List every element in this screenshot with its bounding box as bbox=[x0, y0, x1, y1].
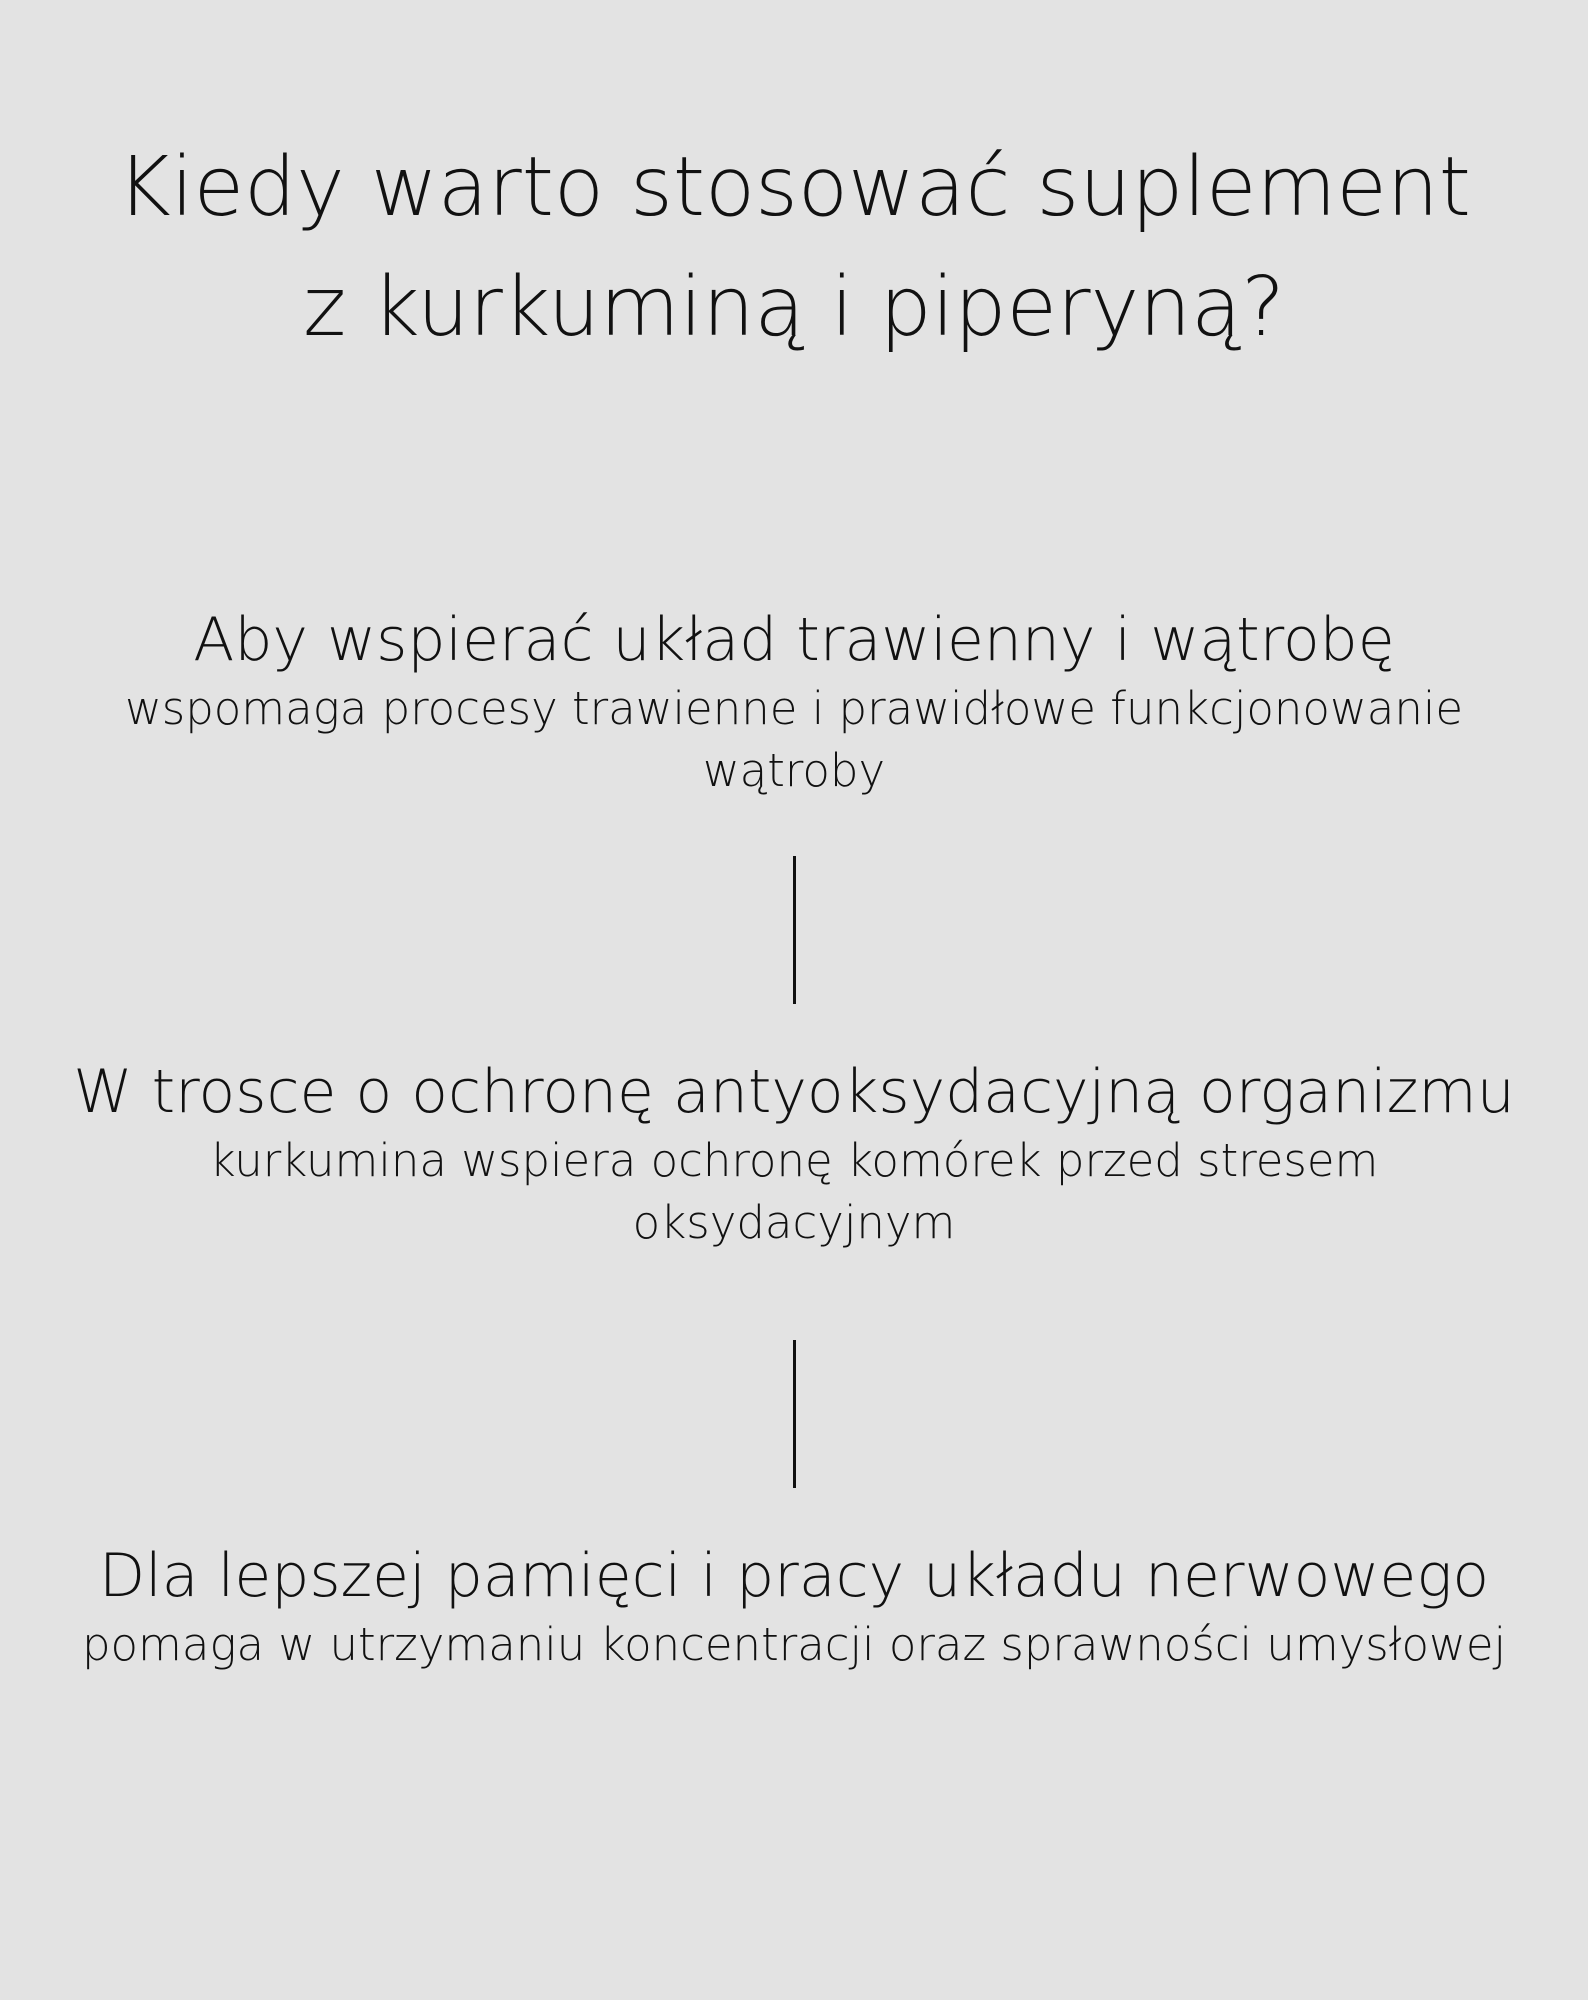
benefit-description: kurkumina wspiera ochronę komórek przed stresem oksydacyjnym bbox=[209, 1134, 1379, 1249]
divider-line bbox=[793, 1340, 796, 1488]
page-title-line-1: Kiedy warto stosować suplement bbox=[117, 140, 1471, 235]
benefit-heading: Dla lepszej pamięci i pracy układu nerwowego bbox=[98, 1541, 1490, 1611]
benefit-description: pomaga w utrzymaniu koncentracji oraz sprawności umysłowej bbox=[81, 1618, 1507, 1671]
page-title-line-2: z kurkuminą i piperyną? bbox=[303, 260, 1285, 355]
benefit-description: wspomaga procesy trawienne i prawidłowe funkcjonowanie wątroby bbox=[124, 682, 1464, 797]
page-title bbox=[0, 128, 1588, 368]
divider-line bbox=[793, 856, 796, 1004]
benefit-memory bbox=[0, 1538, 1588, 1676]
benefit-heading: Aby wspierać układ trawienny i wątrobę bbox=[193, 605, 1395, 675]
benefit-digestion bbox=[0, 602, 1588, 802]
benefit-antioxidant bbox=[0, 1054, 1588, 1254]
benefit-heading: W trosce o ochronę antyoksydacyjną organizmu bbox=[73, 1057, 1515, 1127]
